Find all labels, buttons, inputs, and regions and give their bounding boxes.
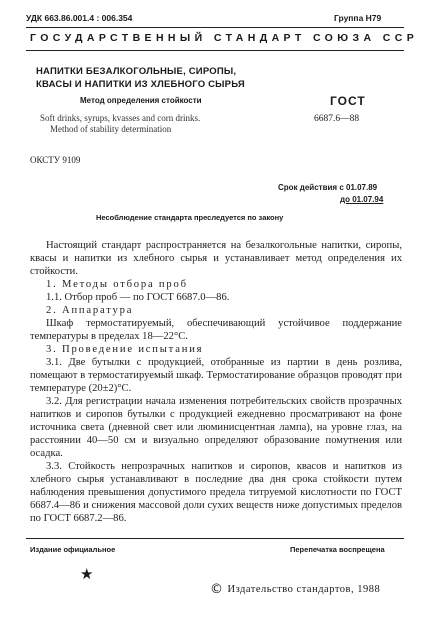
header-rule-bottom xyxy=(26,50,404,51)
title-line-2: КВАСЫ И НАПИТКИ ИЗ ХЛЕБНОГО СЫРЬЯ xyxy=(36,79,245,90)
english-title-line-1: Soft drinks, syrups, kvasses and corn drinks. xyxy=(40,113,201,123)
copyright-line xyxy=(210,582,380,597)
footer-rule xyxy=(26,538,404,539)
okstu-code: ОКСТУ 9109 xyxy=(30,155,81,165)
gost-number: 6687.6—88 xyxy=(314,114,360,124)
violation-notice: Несоблюдение стандарта преследуется по закону xyxy=(96,213,284,222)
clause-3-3: 3.3. Стойкость непрозрачных напитков и сиропов, квасов и напитков из хлебного сырья устанавливают в последние два дня срока стойкости путем наблюдения превышения допустимого предела титруемой кислотности по ГОСТ 6687.4—86 и снижения массовой доли сухих веществ ниже допустимых пределов по ГОСТ 6687.2—86. xyxy=(30,461,402,524)
reprint-prohibited: Перепечатка воспрещена xyxy=(290,545,385,554)
section-1-heading: 1. Методы отбора проб xyxy=(46,279,188,290)
validity-from: Срок действия с 01.07.89 xyxy=(278,183,378,192)
udk-code: УДК 663.86.001.4 : 006.354 xyxy=(26,13,133,23)
method-subtitle: Метод определения стойкости xyxy=(80,96,202,105)
standard-body xyxy=(30,239,402,525)
clause-3-1: 3.1. Две бутылки с продукцией, отобранные из партии в день розлива, помещают в термостатируемый шкаф. Термостатирование образцов проводят при температуре (20±2)°С. xyxy=(30,357,402,394)
star-icon: ★ xyxy=(80,565,94,583)
header-rule-top xyxy=(26,27,404,28)
section-2-text: Шкаф термостатируемый, обеспечивающий устойчивое поддержание температуры в пределах 18—22°С. xyxy=(30,318,402,342)
validity-to: до 01.07.94 xyxy=(340,195,384,204)
state-standard-heading: ГОСУДАРСТВЕННЫЙ СТАНДАРТ СОЮЗА ССР xyxy=(30,32,419,44)
copyright-text: Издательство стандартов, 1988 xyxy=(227,584,381,595)
intro-paragraph: Настоящий стандарт распространяется на безалкогольные напитки, сиропы, квасы и напитки из хлебного сырья и устанавливает метод определения их стойкости. xyxy=(30,240,402,277)
gost-label: ГОСТ xyxy=(330,94,366,108)
english-title-line-2: Method of stability determination xyxy=(50,124,172,134)
group-code: Группа Н79 xyxy=(334,13,382,23)
section-2-heading: 2. Аппаратура xyxy=(46,305,134,316)
copyright-icon: © xyxy=(210,582,224,597)
clause-3-2: 3.2. Для регистрации начала изменения потребительских свойств прозрачных напитков и сиропов бутылки с продукцией ежедневно просматривают на фоне источника света (дневной свет или люминисцентная лампа), на уровне глаз, на расстоянии 40—50 см и визуально определяют образование помутнения или осадка. xyxy=(30,396,402,459)
clause-1-1: 1.1. Отбор проб — по ГОСТ 6687.0—86. xyxy=(46,292,230,303)
official-edition: Издание официальное xyxy=(30,545,116,554)
title-line-1: НАПИТКИ БЕЗАЛКОГОЛЬНЫЕ, СИРОПЫ, xyxy=(36,66,237,77)
section-3-heading: 3. Проведение испытания xyxy=(46,344,204,355)
